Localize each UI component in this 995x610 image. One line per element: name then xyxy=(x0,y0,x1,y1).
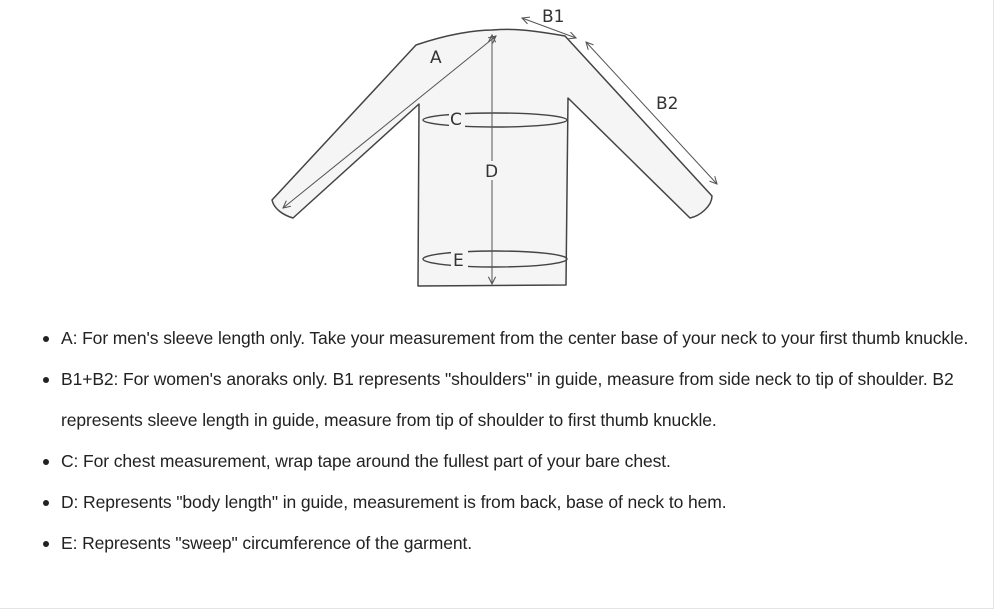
note-c: C: For chest measurement, wrap tape around the fullest part of your bare chest. xyxy=(40,441,970,482)
label-c: C xyxy=(450,110,462,130)
note-a: A: For men's sleeve length only. Take your measurement from the center base of your neck to your first thumb knuckle. xyxy=(40,318,970,359)
sweater-illustration xyxy=(0,0,995,300)
note-d: D: Represents "body length" in guide, measurement is from back, base of neck to hem. xyxy=(40,482,970,523)
note-b1-b2: B1+B2: For women's anoraks only. B1 represents "shoulders" in guide, measure from side neck to tip of shoulder. B2 represents sleeve length in guide, measure from tip of shoulder to first thumb knuckle. xyxy=(40,359,970,441)
label-a: A xyxy=(430,48,442,68)
sweater-measurement-diagram xyxy=(0,0,995,300)
label-e: E xyxy=(453,251,464,271)
note-e: E: Represents "sweep" circumference of the garment. xyxy=(40,523,970,564)
label-d: D xyxy=(485,162,499,182)
measurement-notes-list xyxy=(40,318,970,564)
label-b2: B2 xyxy=(656,94,679,114)
label-b1: B1 xyxy=(542,7,565,27)
